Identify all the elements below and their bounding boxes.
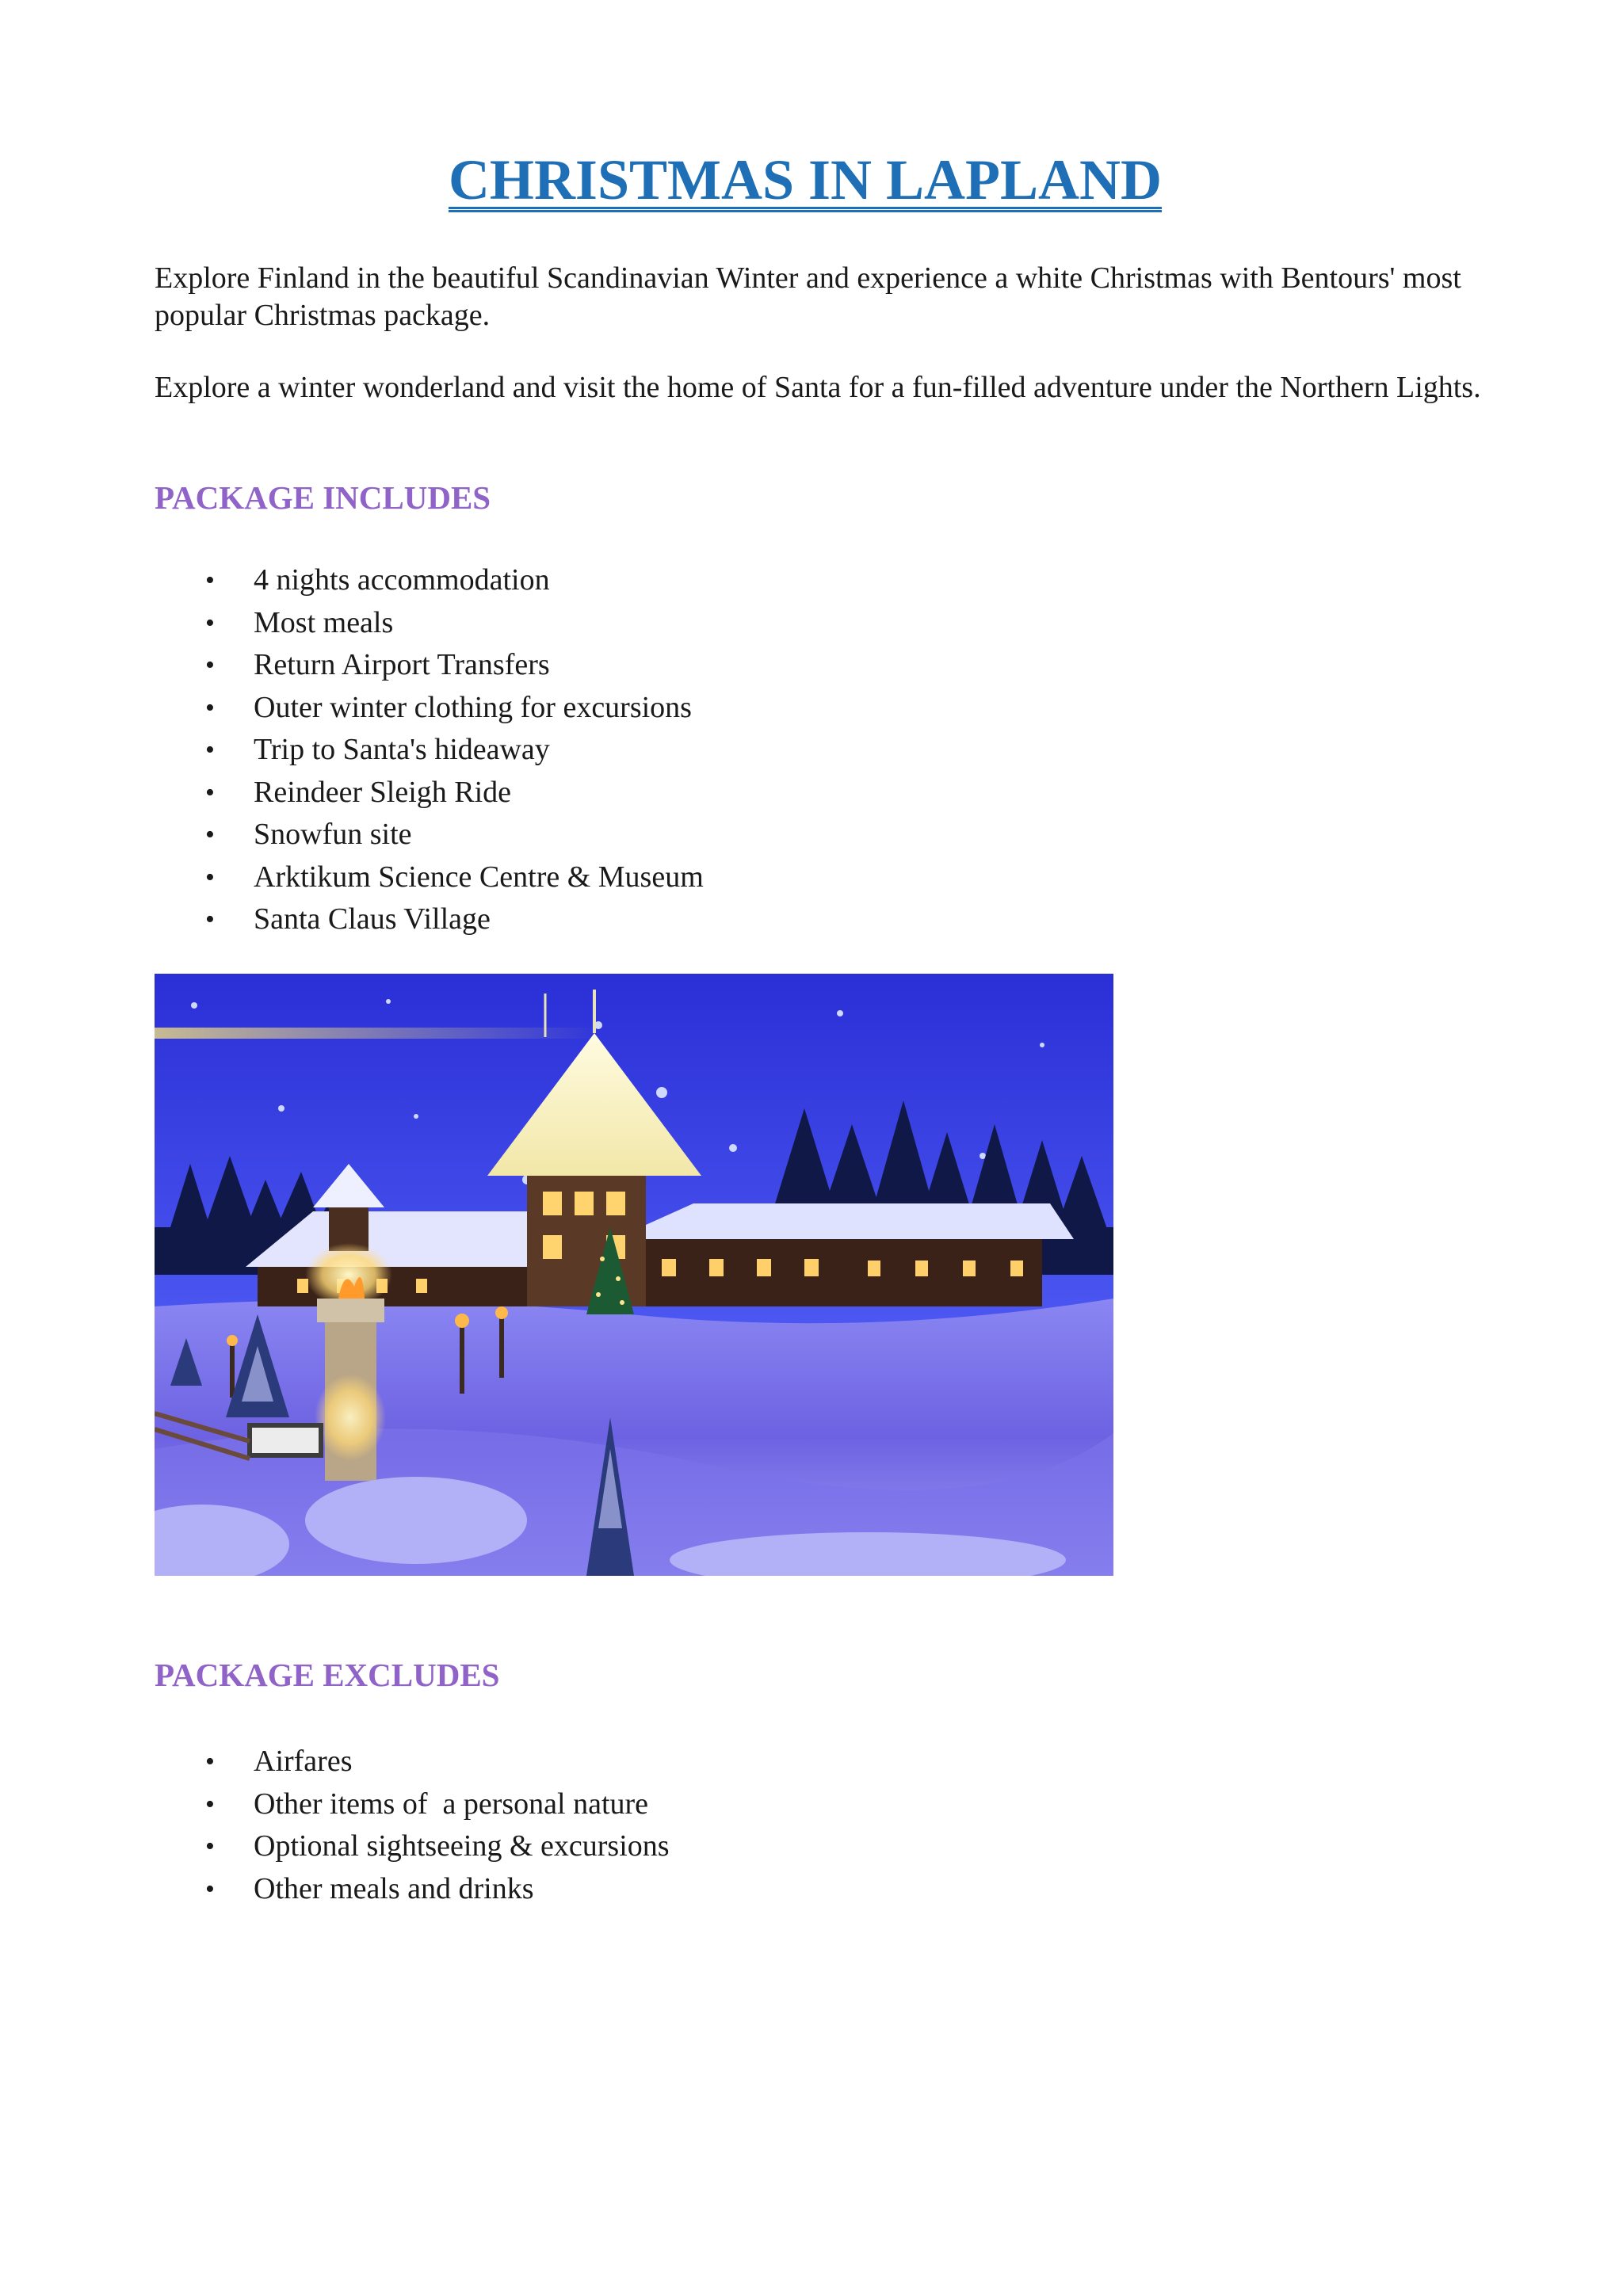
bullet-icon: • [205,862,215,892]
winter-village-illustration [155,974,1113,1576]
list-item [155,1825,670,1868]
list-item-text: Most meals [254,605,394,639]
list-item-text: Arktikum Science Centre & Museum [254,860,704,894]
page-title-text: CHRISTMAS IN LAPLAND [448,148,1163,212]
intro-paragraph: Explore Finland in the beautiful Scandinavian Winter and experience a white Christmas with Bentours' most popular Christmas package. [155,261,1461,332]
list-item-text: Snowfun site [254,818,412,851]
bullet-icon: • [205,566,215,595]
list-item [155,602,704,645]
list-item-text: 4 nights accommodation [254,563,550,597]
list-item-text: Other items of a personal nature [254,1787,649,1821]
includes-list [155,559,704,941]
excludes-list [155,1741,670,1910]
bullet-icon: • [205,608,215,638]
excludes-heading: PACKAGE EXCLUDES [155,1657,500,1693]
list-item-text: Airfares [254,1745,353,1778]
list-item-text: Trip to Santa's hideaway [254,733,550,766]
bullet-icon: • [205,735,215,765]
bullet-icon: • [205,820,215,849]
list-item [155,898,704,941]
list-item-text: Other meals and drinks [254,1871,534,1905]
bullet-icon: • [205,1832,215,1861]
list-item [155,1783,670,1826]
bullet-icon: • [205,692,215,723]
list-item [155,644,704,687]
bullet-icon: • [205,777,215,807]
bullet-icon: • [205,1747,215,1776]
bullet-icon: • [205,1874,215,1904]
list-item-text: Outer winter clothing for excursions [254,690,692,724]
list-item-text: Santa Claus Village [254,902,491,936]
list-item [155,1741,670,1783]
santa-village-photo [155,974,1113,1576]
list-item-text: Reindeer Sleigh Ride [254,775,512,809]
list-item [155,1868,670,1911]
list-item [155,856,704,899]
list-item [155,559,704,602]
intro-paragraph: Explore a winter wonderland and visit the home of Santa for a fun-filled adventure under the Northern Lights. [155,371,1481,404]
list-item-text: Return Airport Transfers [254,648,550,681]
bullet-icon: • [205,650,215,680]
bullet-icon: • [205,905,215,934]
list-item-text: Optional sightseeing & excursions [254,1829,670,1863]
includes-heading: PACKAGE INCLUDES [155,479,491,516]
bullet-icon: • [205,1789,215,1819]
list-item [155,729,704,772]
list-item [155,772,704,814]
page-title [0,149,1610,212]
list-item [155,814,704,856]
list-item [155,687,704,730]
